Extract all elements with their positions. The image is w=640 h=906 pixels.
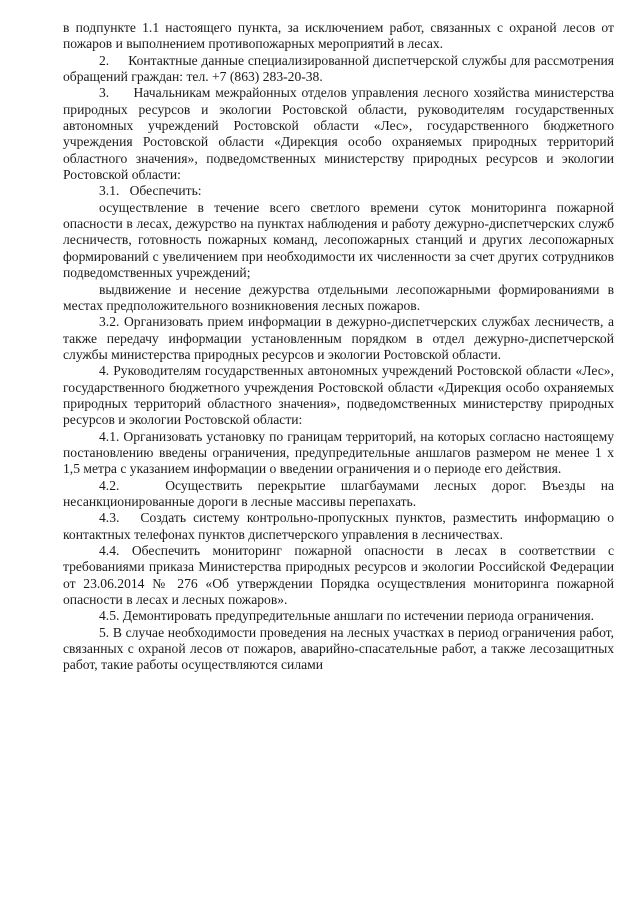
- paragraph-4-5: 4.5. Демонтировать предупредительные аншлаги по истечении периода ограничения.: [99, 608, 595, 624]
- paragraph-3-2: 3.2. Организовать прием информации в дежурно-диспетчерских службах лесничеств, а также передачу информации установленным порядком в отдел дежурно-диспетчерской службы министерства природных ресурсов и экологии Ростовской области.: [63, 314, 614, 362]
- paragraph-3: 3. Начальникам межрайонных отделов управления лесного хозяйства министерства природных ресурсов и экологии Ростовской области, руководителям государственных автономных учреждений Ростовской области «Лес», государственного бюджетного учреждения Ростовской области «Дирекция особо охраняемых природных территорий областного значения», подведомственных министерству природных ресурсов и экологии Ростовской области:: [63, 85, 614, 183]
- paragraph-4-2: 4.2. Осуществить перекрытие шлагбаумами лесных дорог. Въезды на несанкционированные дороги в лесные массивы перепахать.: [63, 477, 614, 509]
- paragraph-3-1: 3.1. Обеспечить:: [99, 183, 202, 199]
- paragraph-continuation: в подпункте 1.1 настоящего пункта, за исключением работ, связанных с охраной лесов от пожаров и выполнением противопожарных мероприятий в лесах.: [63, 20, 614, 52]
- paragraph-4-3: 4.3. Создать систему контрольно-пропускных пунктов, разместить информацию о контактных телефонах пунктов диспетчерского управления в лесничествах.: [63, 510, 614, 542]
- paragraph-4-1: 4.1. Организовать установку по границам территорий, на которых согласно настоящему постановлению введены ограничения, предупредительные аншлагов размером не менее 1 х 1,5 метра с указанием информации о введении ограничения и о периоде его действия.: [63, 428, 614, 477]
- paragraph-4: 4. Руководителям государственных автономных учреждений Ростовской области «Лес», государственного бюджетного учреждения Ростовской области «Дирекция особо охраняемых природных территорий областного значения», подведомственных министерству природных ресурсов и экологии Ростовской области:: [63, 363, 614, 428]
- paragraph-5: 5. В случае необходимости проведения на лесных участках в период ограничения работ, связанных с охраной лесов от пожаров, аварийно-спасательные работ, а также лесозащитных работ, такие работы осуществляются силами: [63, 624, 614, 673]
- paragraph-2: 2. Контактные данные специализированной диспетчерской службы для рассмотрения обращений граждан: тел. +7 (863) 283-20-38.: [63, 52, 614, 85]
- paragraph-4-4: 4.4. Обеспечить мониторинг пожарной опасности в лесах в соответствии с требованиями приказа Министерства природных ресурсов и экологии Российской Федерации от 23.06.2014 № 276 «Об утверждении Порядка осуществления мониторинга пожарной опасности в лесах и лесных пожаров».: [63, 543, 614, 608]
- paragraph-3-1-item-2: выдвижение и несение дежурства отдельными лесопожарными формированиями в местах предположительного возникновения лесных пожаров.: [63, 281, 614, 313]
- paragraph-3-1-item-1: осуществление в течение всего светлого времени суток мониторинга пожарной опасности в лесах, дежурство на пунктах наблюдения и работу дежурно-диспетчерских служб лесничеств, готовность пожарных команд, лесопожарных станций и других лесопожарных формирований с увеличением при необходимости их численности за счет других сотрудников подведомственных учреждений;: [63, 199, 614, 281]
